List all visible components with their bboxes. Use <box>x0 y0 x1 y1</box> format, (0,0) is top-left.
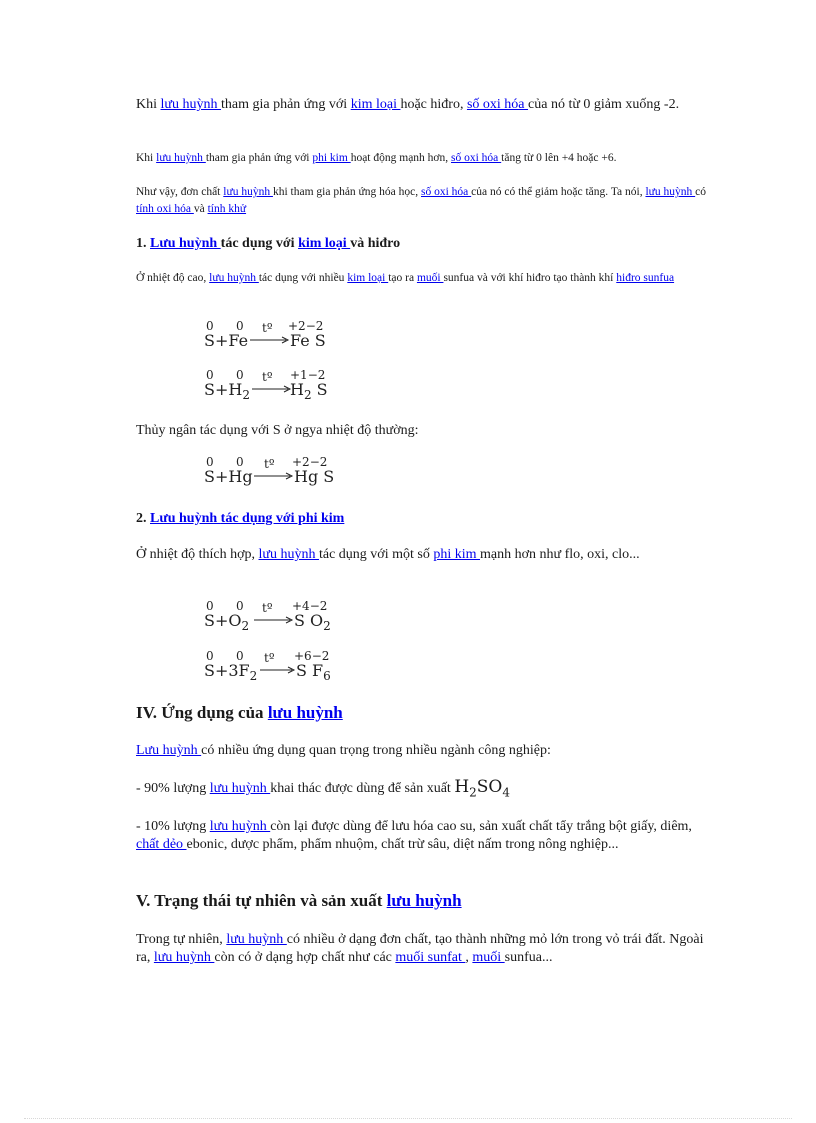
section-2-paragraph <box>136 546 716 564</box>
equation-s-hg <box>204 454 354 488</box>
link-phi-kim[interactable]: phi kim <box>433 547 480 562</box>
reactants: $S+3F_2$ <box>204 661 258 683</box>
link-muoi[interactable]: muối <box>416 272 444 284</box>
link-luu-huynh[interactable]: lưu huỳnh <box>153 950 215 965</box>
link-so-oxi-hoa[interactable]: số oxi hóa <box>466 97 529 112</box>
text: - 10% lượng <box>136 819 210 834</box>
product: Fe S <box>290 331 326 350</box>
text: có nhiều ứng dụng quan trọng trong nhiều ngành công nghiệp: <box>201 743 551 758</box>
text: , <box>465 950 473 965</box>
link-kim-loai[interactable]: kim loại <box>298 236 351 251</box>
heading-number: 1. <box>136 236 150 251</box>
text: ebonic, dược phẩm, phẩm nhuộm, chất trừ sâu, diệt nấm trong nông nghiệp... <box>186 837 619 852</box>
link-luu-huynh[interactable]: lưu huỳnh <box>258 547 319 562</box>
section-4-paragraph-2 <box>136 778 716 801</box>
link-luu-huynh[interactable]: lưu huỳnh <box>226 932 287 947</box>
equation-s-o2 <box>204 598 354 634</box>
text: sunfua và với khí hiđro tạo thành khí <box>443 272 617 284</box>
reactants: $S+H_2$ <box>204 380 250 402</box>
mercury-paragraph <box>136 422 716 440</box>
text: hoặc hiđro, <box>400 97 467 112</box>
text: và <box>193 203 208 215</box>
text: có nhiều ở dạng đơn chất, tạo thành những mỏ lớn trong vỏ trái đất. Ngoài ra, <box>136 932 704 965</box>
link-tinh-oxi-hoa[interactable]: tính oxi hóa <box>136 203 194 215</box>
condition: tº <box>262 601 273 615</box>
ox-state: 0 <box>206 649 214 663</box>
section-1-paragraph <box>136 270 716 287</box>
reactants: S+Fe <box>204 331 249 350</box>
section-4-heading <box>136 702 716 724</box>
ox-state: 0 <box>206 455 214 469</box>
section-5-paragraph <box>136 931 716 967</box>
link-so-oxi-hoa[interactable]: số oxi hóa <box>421 186 472 198</box>
ox-state: 0 <box>236 649 244 663</box>
link-luu-huynh[interactable]: lưu huỳnh <box>645 186 696 198</box>
product: Hg S <box>294 467 335 486</box>
section-5-heading <box>136 890 716 912</box>
equation-s-h2 <box>204 367 344 403</box>
text: - 90% lượng <box>136 781 210 796</box>
link-luu-huynh[interactable]: lưu huỳnh <box>223 186 273 198</box>
ox-state-right: +1−2 <box>290 368 326 382</box>
link-muoi-sunfat[interactable]: muối sunfat <box>395 950 466 965</box>
formula-h2so4: $H_2SO_4$ <box>454 777 511 800</box>
link-phi-kim[interactable]: phi kim <box>312 152 351 164</box>
ox-state-right: +2−2 <box>292 455 328 469</box>
link-luu-huynh[interactable]: lưu huỳnh <box>267 703 343 722</box>
text: còn có ở dạng hợp chất như các <box>214 950 396 965</box>
product: S $O_2$ <box>294 611 331 633</box>
text: Như vậy, đơn chất <box>136 186 224 198</box>
link-tinh-khu[interactable]: tính khử <box>207 203 247 215</box>
link-luu-huynh[interactable]: lưu huỳnh <box>160 97 221 112</box>
product: $H_2$ S <box>290 380 328 402</box>
link-luu-huynh[interactable]: Lưu huỳnh <box>150 236 221 251</box>
reactants: S+Hg <box>204 467 253 486</box>
link-luu-huynh[interactable]: lưu huỳnh <box>209 272 259 284</box>
text: có <box>695 186 707 198</box>
intro-paragraph-3 <box>136 184 716 218</box>
ox-state-right: +4−2 <box>292 599 328 613</box>
ox-state: 0 <box>236 368 244 382</box>
text: khai thác được dùng để sản xuất <box>270 781 455 796</box>
ox-state: 0 <box>236 455 244 469</box>
link-luu-huynh[interactable]: lưu huỳnh <box>209 781 271 796</box>
section-1-heading <box>136 235 716 253</box>
link-luu-huynh[interactable]: Lưu huỳnh <box>136 743 202 758</box>
link-so-oxi-hoa[interactable]: số oxi hóa <box>451 152 502 164</box>
condition: tº <box>262 370 273 384</box>
section-4-paragraph-1 <box>136 742 716 760</box>
section-4-paragraph-3 <box>136 818 716 854</box>
ox-state: 0 <box>206 368 214 382</box>
link-luu-huynh[interactable]: lưu huỳnh <box>156 152 206 164</box>
text: tác dụng với một số <box>318 547 434 562</box>
text: của nó có thể giảm hoặc tăng. Ta nói, <box>471 186 646 198</box>
intro-paragraph-2 <box>136 150 716 167</box>
text: tác dụng với nhiều <box>258 272 348 284</box>
text: Thủy ngân tác dụng với S ở ngya nhiệt độ thường: <box>136 423 419 438</box>
link-luu-huynh[interactable]: Lưu huỳnh <box>150 511 221 526</box>
text: và hiđro <box>350 236 401 251</box>
link-tac-dung-voi-phi-kim[interactable]: tác dụng với phi kim <box>220 511 345 526</box>
text: Khi <box>136 97 161 112</box>
link-kim-loai[interactable]: kim loại <box>350 97 401 112</box>
text: mạnh hơn như flo, oxi, clo... <box>480 547 640 562</box>
reactants: $S+O_2$ <box>204 611 250 633</box>
text: Trong tự nhiên, <box>136 932 227 947</box>
text: còn lại được dùng để lưu hóa cao su, sản xuất chất tẩy trắng bột giấy, diêm, <box>270 819 692 834</box>
text: của nó từ 0 giảm xuống -2. <box>528 97 680 112</box>
text: hoạt động mạnh hơn, <box>350 152 452 164</box>
text: tăng từ 0 lên +4 hoặc +6. <box>501 152 617 164</box>
text: Ở nhiệt độ thích hợp, <box>136 547 259 562</box>
link-luu-huynh[interactable]: lưu huỳnh <box>209 819 271 834</box>
text: Ở nhiệt độ cao, <box>136 272 210 284</box>
ox-state-right: +2−2 <box>288 319 324 333</box>
section-2-heading <box>136 510 716 528</box>
link-hidro-sunfua[interactable]: hiđro sunfua <box>616 272 675 284</box>
intro-paragraph-1 <box>136 96 716 114</box>
text: tác dụng với <box>220 236 299 251</box>
ox-state: 0 <box>206 319 214 333</box>
text: sunfua... <box>504 950 553 965</box>
equation-s-f2 <box>204 648 354 684</box>
condition: tº <box>264 651 275 665</box>
ox-state-right: +6−2 <box>294 649 330 663</box>
heading-number: 2. <box>136 511 150 526</box>
text: tham gia phản ứng với <box>220 97 351 112</box>
condition: tº <box>264 457 275 471</box>
product: S $F_6$ <box>296 661 331 683</box>
ox-state: 0 <box>236 319 244 333</box>
link-luu-huynh[interactable]: lưu huỳnh <box>386 891 462 910</box>
text: khi tham gia phản ứng hóa học, <box>272 186 421 198</box>
condition: tº <box>262 321 273 335</box>
link-muoi[interactable]: muối <box>472 950 505 965</box>
text: tham gia phản ứng với <box>205 152 313 164</box>
text: V. Trạng thái tự nhiên và sản xuất <box>136 891 387 910</box>
ox-state: 0 <box>236 599 244 613</box>
text: Khi <box>136 152 157 164</box>
equation-s-fe <box>204 318 344 352</box>
ox-state: 0 <box>206 599 214 613</box>
text: IV. Ứng dụng của <box>136 703 268 722</box>
link-chat-deo[interactable]: chất dẻo <box>136 837 187 852</box>
page-bottom-divider <box>24 1118 792 1119</box>
link-kim-loai[interactable]: kim loại <box>347 272 389 284</box>
text: tạo ra <box>388 272 417 284</box>
